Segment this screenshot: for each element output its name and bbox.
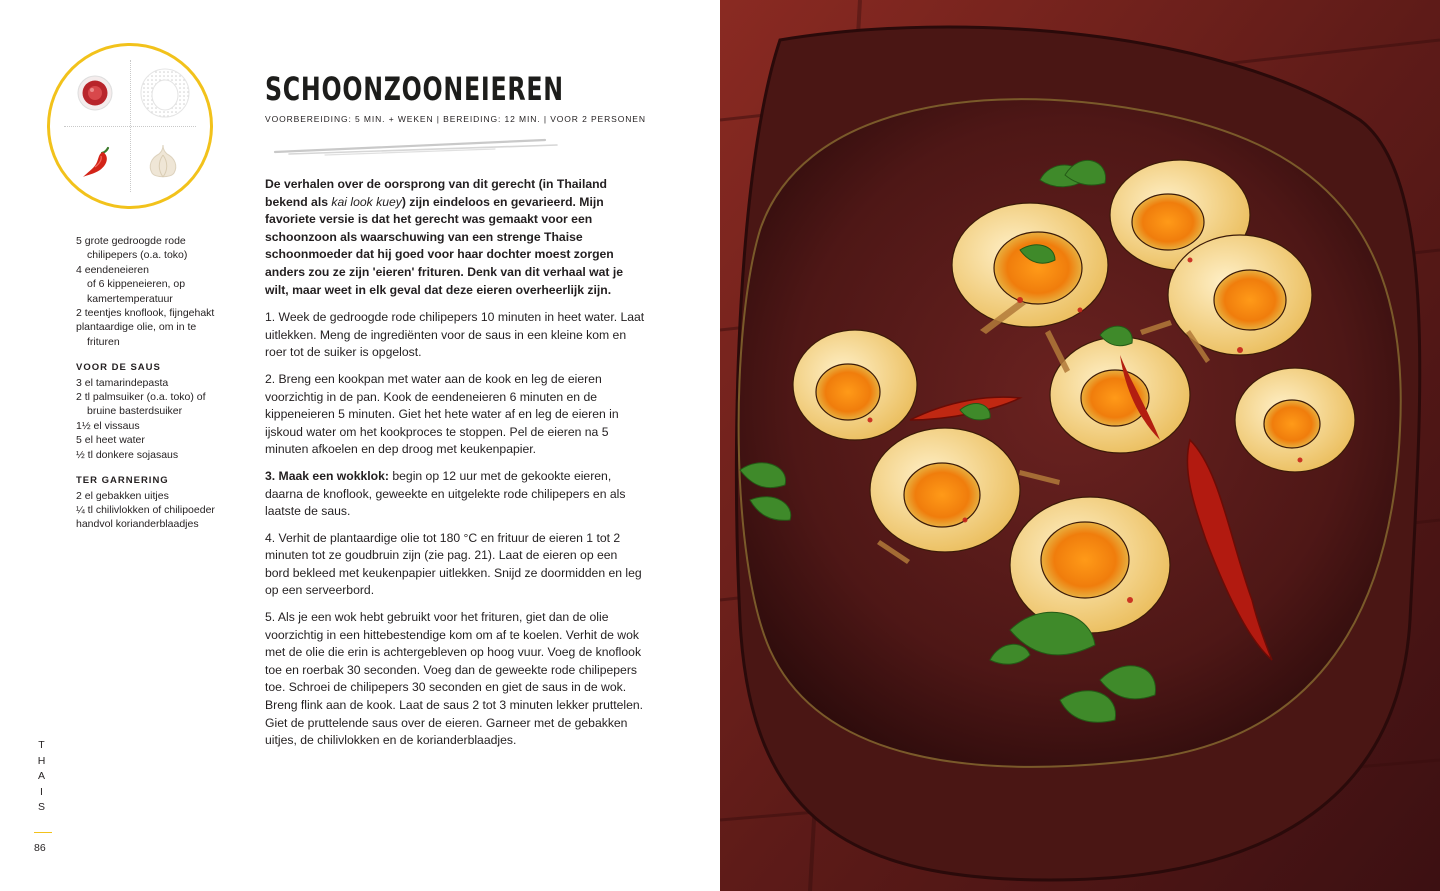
ingredient-item: plantaardige olie, om in te — [76, 321, 197, 334]
sauce-heading: VOOR DE SAUS — [76, 362, 161, 374]
ingredient-item: kamertemperatuur — [87, 292, 173, 305]
recipe-title: SCHOONZOONEIEREN — [265, 70, 564, 108]
page-number: 86 — [34, 842, 46, 854]
recipe-step — [265, 309, 645, 362]
recipe-steps — [265, 309, 645, 750]
dish-photo — [720, 0, 1440, 891]
step-text: 2. Breng een kookpan met water aan de kook en leg de eieren voorzichtig in de pan. Kook de eendeneieren 6 minuten en de kippeneieren 5 minuten. Giet het hete water af en leg de eieren in ijskoud water om het kookproces te stoppen. Pel de eieren na 5 minuten afkoelen en dep droog met keukenpapier. — [265, 371, 619, 457]
garlic-icon — [144, 142, 182, 182]
ingredient-group-main — [76, 234, 236, 349]
ingredient-group-garnish — [76, 489, 236, 532]
ingredient-item: ½ tl donkere sojasaus — [76, 448, 179, 461]
recipe-step — [265, 371, 645, 459]
ingredient-item: 5 el heet water — [76, 434, 145, 447]
egg-icon — [138, 66, 192, 120]
step-lead: 3. Maak een wokklok: — [265, 468, 389, 483]
icon-divider — [130, 60, 131, 192]
side-letter: A — [37, 770, 46, 782]
intro-text: ) zijn eindeloos en gevarieerd. Mijn favoriete versie is dat het gerecht was gemaakt voor een schoonzoon als waarschuwing van een strenge Thaise schoonmoeder dat hij goed voor haar dochter moest zorgen anders zou ze zijn 'eieren' frituren. Denk van dit verhaal wat je wilt, maar weet in elk geval dat deze eieren overheerlijk zijn. — [265, 194, 623, 297]
side-letter: T — [38, 739, 46, 751]
recipe-body — [265, 176, 645, 759]
ingredient-item: ¼ tl chilivlokken of chilipoeder — [76, 503, 215, 516]
step-text: 4. Verhit de plantaardige olie tot 180 °C en frituur de eieren 1 tot 2 minuten tot ze goudbruin zijn (zie pag. 21). Laat de eieren op een bord bekleed met keukenpapier uitlekken. Snijd ze doormidden en leg op een serveerbord. — [265, 530, 642, 598]
side-letter: S — [37, 801, 46, 813]
recipe-meta: VOORBEREIDING: 5 MIN. + WEKEN | BEREIDING: 12 MIN. | VOOR 2 PERSONEN — [265, 114, 646, 124]
ingredient-item: 4 eendeneieren — [76, 263, 149, 276]
recipe-step — [265, 609, 645, 750]
ingredient-item: 1½ el vissaus — [76, 419, 140, 432]
side-rule — [34, 832, 52, 833]
ingredient-group-sauce — [76, 376, 236, 462]
intro-text: De verhalen over de oorsprong van dit gerecht (in Thailand bekend als — [265, 177, 607, 209]
ingredient-item: 2 teentjes knoflook, fijngehakt — [76, 307, 215, 320]
brush-rule-decoration — [265, 134, 565, 156]
ingredient-list — [76, 234, 236, 532]
thai-dish-name: kai look kuey — [331, 194, 402, 209]
ingredient-item: 2 tl palmsuiker (o.a. toko) of — [76, 391, 206, 404]
ingredient-item: 3 el tamarindepasta — [76, 376, 169, 389]
step-text: begin op 12 uur met de gekookte eieren, daarna de knoflook, geweekte en uitgelekte rode chilipepers en als laatste de saus. — [265, 468, 626, 519]
recipe-step — [265, 468, 645, 521]
recipe-intro — [265, 176, 645, 299]
chapter-side-label — [36, 738, 48, 816]
step-text: 5. Als je een wok hebt gebruikt voor het frituren, giet dan de olie voorzichtig in een hittebestendige kom om af te koelen. Verhit de wok met de olie die erin is achtergebleven op hoog vuur. Voeg de knoflook toe en roerbak 30 seconden. Voeg dan de geweekte rode chilipepers toe. Schroei de chilipepers 30 seconden en giet de saus in de wok. Breng flink aan de kook. Laat de saus 2 tot 3 minuten lekker pruttelen. Giet de pruttelende saus over de eieren. Garneer met de gebakken uitjes, de chilivlokken en de korianderblaadjes. — [265, 610, 644, 748]
side-letter: I — [40, 785, 44, 798]
ingredient-item: of 6 kippeneieren, op — [87, 278, 186, 291]
garnish-heading: TER GARNERING — [76, 475, 169, 487]
ingredient-item: chilipepers (o.a. toko) — [87, 249, 188, 262]
ingredient-item: frituren — [87, 335, 120, 348]
recipe-step — [265, 530, 645, 600]
ingredient-item: 2 el gebakken uitjes — [76, 489, 169, 502]
ingredient-item: bruine basterdsuiker — [87, 405, 183, 418]
step-text: 1. Week de gedroogde rode chilipepers 10 minuten in heet water. Laat uitlekken. Meng de ingrediënten voor de saus in een kleine kom en roer tot de suiker is opgelost. — [265, 310, 645, 360]
sauce-bowl-icon — [76, 74, 114, 112]
chili-icon — [78, 142, 118, 182]
side-letter: H — [37, 754, 47, 767]
ingredient-item: 5 grote gedroogde rode — [76, 235, 186, 247]
ingredient-item: handvol korianderblaadjes — [76, 518, 199, 531]
ingredient-icon-circle — [47, 43, 213, 209]
